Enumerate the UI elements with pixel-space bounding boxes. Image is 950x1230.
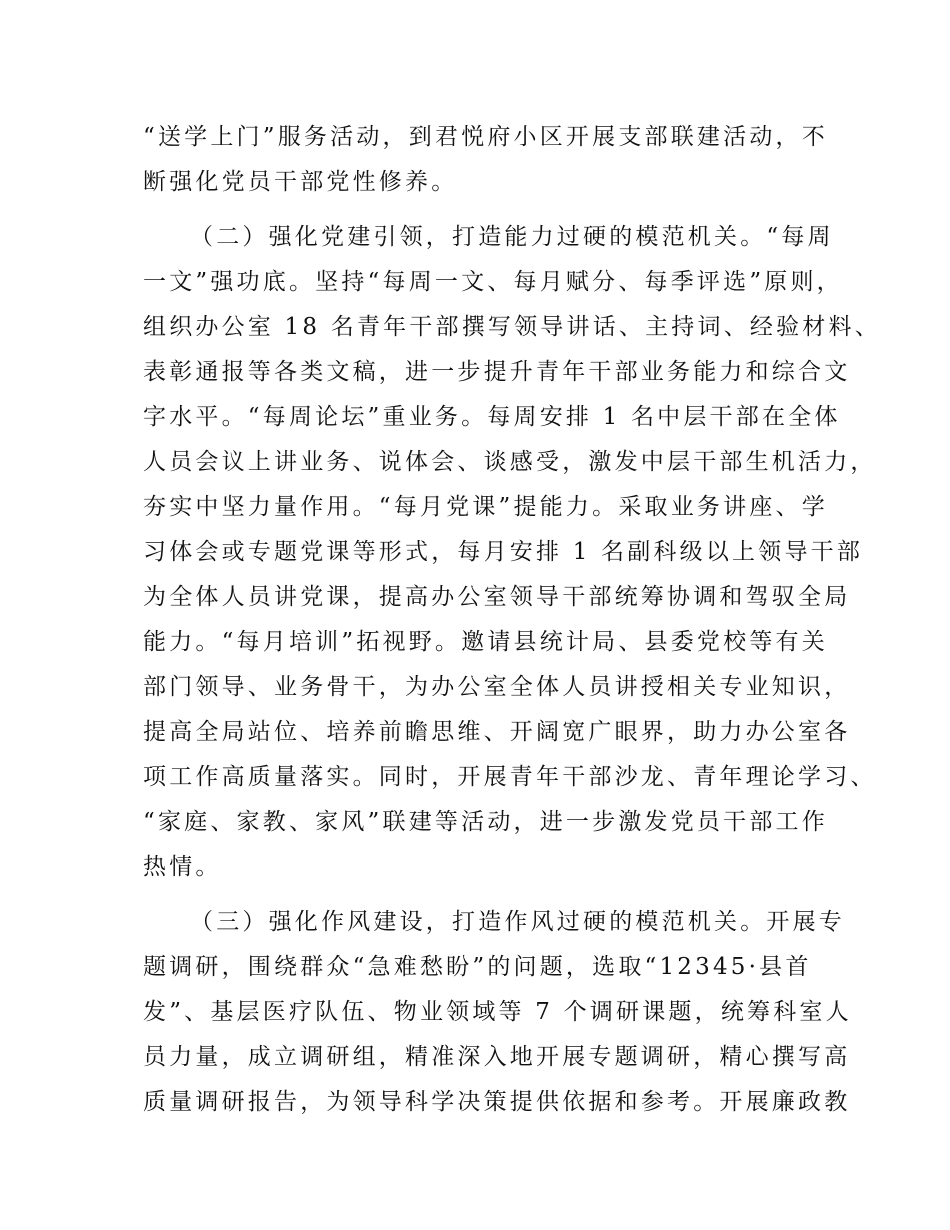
text-line: “送学上门”服务活动，到君悦府小区开展支部联建活动，不 xyxy=(143,124,828,150)
text-line: 质量调研报告，为领导科学决策提供依据和参考。开展廉政教 xyxy=(143,1089,851,1115)
text-line: 员力量，成立调研组，精准深入地开展专题调研，精心撰写高 xyxy=(143,1044,851,1070)
text-line: 部门领导、业务骨干，为办公室全体人员讲授相关专业知识， xyxy=(143,674,851,700)
text-line: 组织办公室 18 名青年干部撰写领导讲话、主持词、经验材料、 xyxy=(143,314,881,340)
text-line: 题调研，围绕群众“急难愁盼”的问题，选取“12345·县首 xyxy=(143,954,812,980)
text-line: 夯实中坚力量作用。“每月党课”提能力。采取业务讲座、学 xyxy=(143,494,828,520)
text-line: 断强化党员干部党性修养。 xyxy=(143,169,458,195)
text-line: 字水平。“每周论坛”重业务。每周安排 1 名中层干部在全体 xyxy=(143,404,841,430)
text-line: 一文”强功底。坚持“每周一文、每月赋分、每季评选”原则， xyxy=(143,269,843,295)
text-line: 项工作高质量落实。同时，开展青年干部沙龙、青年理论学习、 xyxy=(143,764,877,790)
text-line: 为全体人员讲党课，提高办公室领导干部统筹协调和驾驭全局 xyxy=(143,584,851,610)
section-heading-line: （二）强化党建引领，打造能力过硬的模范机关。“每周 xyxy=(190,224,834,250)
text-line: “家庭、家教、家风”联建等活动，进一步激发党员干部工作 xyxy=(143,809,828,835)
text-line: 提高全局站位、培养前瞻思维、开阔宽广眼界，助力办公室各 xyxy=(143,719,851,745)
text-line: 热情。 xyxy=(143,854,222,880)
text-line: 发”、基层医疗队伍、物业领域等 7 个调研课题，统筹科室人 xyxy=(143,999,852,1025)
text-line: 表彰通报等各类文稿，进一步提升青年干部业务能力和综合文 xyxy=(143,359,851,385)
text-line: 人员会议上讲业务、说体会、谈感受，激发中层干部生机活力， xyxy=(143,449,877,475)
text-line: 能力。“每月培训”拓视野。邀请县统计局、县委党校等有关 xyxy=(143,629,828,655)
text-line: 习体会或专题党课等形式，每月安排 1 名副科级以上领导干部 xyxy=(143,539,864,565)
section-heading-line: （三）强化作风建设，打造作风过硬的模范机关。开展专 xyxy=(190,909,845,935)
